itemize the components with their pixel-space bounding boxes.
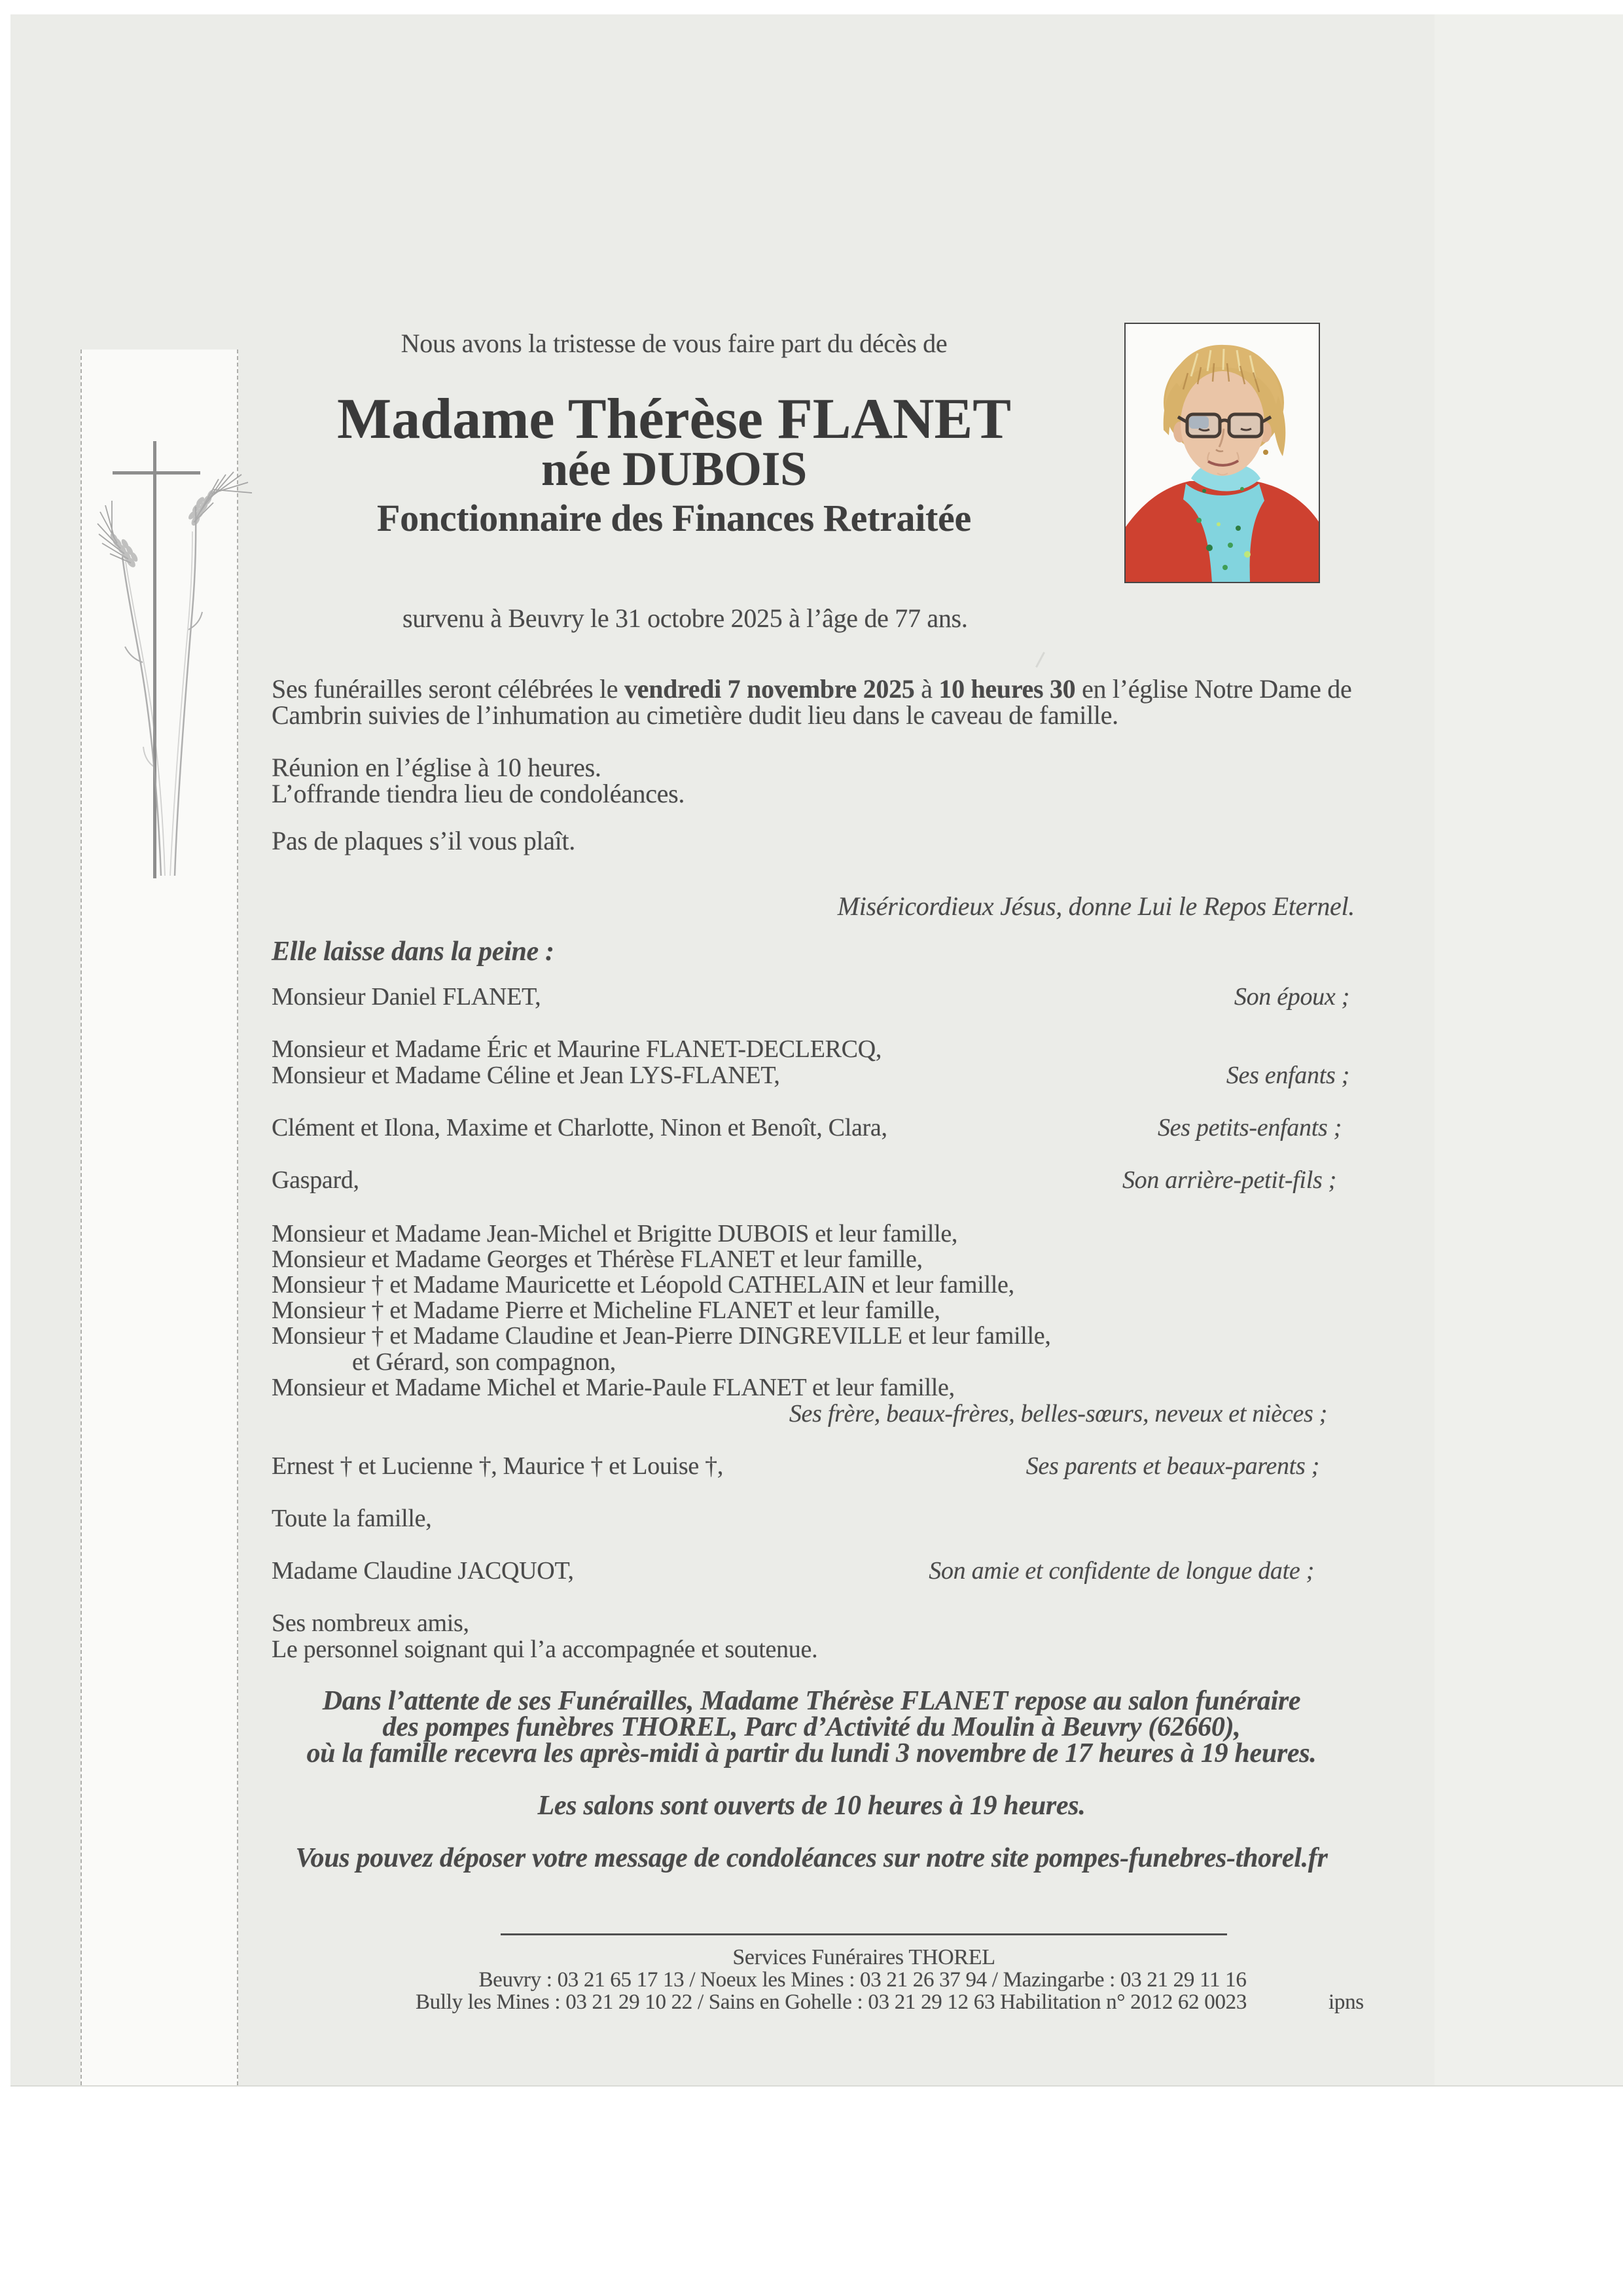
family-line: Monsieur Daniel FLANET, xyxy=(272,983,541,1011)
funeral-line1-pre: Ses funérailles seront célébrées le xyxy=(272,674,624,704)
funeral-line1-mid: à xyxy=(914,674,939,704)
family-line: Clément et Ilona, Maxime et Charlotte, Ninon et Benoît, Clara, xyxy=(272,1114,887,1141)
family-line: Ernest † et Lucienne †, Maurice † et Louise †, xyxy=(272,1452,724,1480)
family-line: Le personnel soignant qui l’a accompagnée et soutenue. xyxy=(272,1636,818,1663)
funeral-details-line2: Cambrin suivies de l’inhumation au cimetière dudit lieu dans le caveau de famille. xyxy=(272,700,1118,730)
prayer-line: Miséricordieux Jésus, donne Lui le Repos Eternel. xyxy=(837,891,1355,921)
deceased-name: Madame Thérèse FLANET xyxy=(337,387,1011,451)
funeral-home-line1: Dans l’attente de ses Funérailles, Madame Thérèse FLANET repose au salon funéraire xyxy=(322,1686,1301,1716)
family-line: Monsieur † et Madame Pierre et Micheline FLANET et leur famille, xyxy=(272,1297,940,1324)
family-line: Monsieur et Madame Céline et Jean LYS-FLANET, xyxy=(272,1062,780,1089)
earring xyxy=(1263,450,1268,455)
lens-glare xyxy=(1189,416,1209,429)
footer-phones-line1: Beuvry : 03 21 65 17 13 / Noeux les Mines : 03 21 26 37 94 / Mazingarbe : 03 21 29 11 16 xyxy=(478,1968,1247,1992)
relation-label: Son arrière-petit-fils ; xyxy=(1122,1166,1336,1194)
family-line: Monsieur et Madame Jean-Michel et Brigitte DUBOIS et leur famille, xyxy=(272,1220,958,1247)
cross-icon xyxy=(113,441,200,878)
footer-ipns: ipns xyxy=(1329,1990,1364,2014)
footer-company: Services Funéraires THOREL xyxy=(732,1945,995,1969)
relation-label: Son époux ; xyxy=(1234,983,1349,1011)
profession-line: Fonctionnaire des Finances Retraitée xyxy=(377,497,971,539)
family-line: Monsieur et Madame Éric et Maurine FLANET-DECLERCQ, xyxy=(272,1035,882,1063)
funeral-time-bold: 10 heures 30 xyxy=(938,674,1076,704)
footer-phones-line2: Bully les Mines : 03 21 29 10 22 / Sains en Gohelle : 03 21 29 12 63 Habilitation n° 2012 62 0023 xyxy=(415,1990,1247,2014)
relation-label: Ses parents et beaux-parents ; xyxy=(1026,1452,1319,1480)
no-plaques-line: Pas de plaques s’il vous plaît. xyxy=(272,826,575,855)
death-date-line: survenu à Beuvry le 31 octobre 2025 à l’âge de 77 ans. xyxy=(402,603,968,633)
funeral-home-line2: des pompes funèbres THOREL, Parc d’Activité du Moulin à Beuvry (62660), xyxy=(382,1712,1241,1742)
offering-line: L’offrande tiendra lieu de condoléances. xyxy=(272,779,685,808)
memorial-cross-wheat-icon xyxy=(97,414,260,898)
portrait-illustration xyxy=(1126,324,1319,582)
family-line: Ses nombreux amis, xyxy=(272,1609,469,1637)
scan-right-edge-band xyxy=(1435,14,1623,2085)
announcement-intro: Nous avons la tristesse de vous faire part du décès de xyxy=(401,329,948,358)
family-line: Toute la famille, xyxy=(272,1505,432,1532)
condolence-website-line: Vous pouvez déposer votre message de condoléances sur notre site pompes-funebres-thorel.fr xyxy=(295,1843,1328,1873)
family-line: Madame Claudine JACQUOT, xyxy=(272,1557,574,1585)
family-line: et Gérard, son compagnon, xyxy=(352,1348,616,1376)
funeral-line1-post: en l’église Notre Dame de xyxy=(1075,674,1352,704)
relation-label: Son amie et confidente de longue date ; xyxy=(929,1557,1314,1585)
mourning-header: Elle laisse dans la peine : xyxy=(272,937,554,967)
funeral-date-bold: vendredi 7 novembre 2025 xyxy=(624,674,915,704)
relation-label: Ses enfants ; xyxy=(1226,1062,1349,1089)
maiden-name: née DUBOIS xyxy=(541,442,808,496)
funeral-home-line3: où la famille recevra les après-midi à partir du lundi 3 novembre de 17 heures à 19 heures. xyxy=(306,1738,1317,1768)
salon-hours-line: Les salons sont ouverts de 10 heures à 19 heures. xyxy=(537,1791,1086,1821)
meeting-line: Réunion en l’église à 10 heures. xyxy=(272,753,601,782)
family-line: Monsieur † et Madame Claudine et Jean-Pierre DINGREVILLE et leur famille, xyxy=(272,1322,1051,1350)
relation-label: Ses frère, beaux-frères, belles-sœurs, neveux et nièces ; xyxy=(789,1400,1327,1427)
family-line: Gaspard, xyxy=(272,1166,359,1194)
portrait-photo xyxy=(1124,323,1320,583)
family-line: Monsieur † et Madame Mauricette et Léopold CATHELAIN et leur famille, xyxy=(272,1271,1014,1299)
family-line: Monsieur et Madame Michel et Marie-Paule FLANET et leur famille, xyxy=(272,1374,955,1401)
family-line: Monsieur et Madame Georges et Thérèse FLANET et leur famille, xyxy=(272,1246,923,1273)
relation-label: Ses petits-enfants ; xyxy=(1157,1114,1342,1141)
footer-divider xyxy=(501,1933,1227,1935)
